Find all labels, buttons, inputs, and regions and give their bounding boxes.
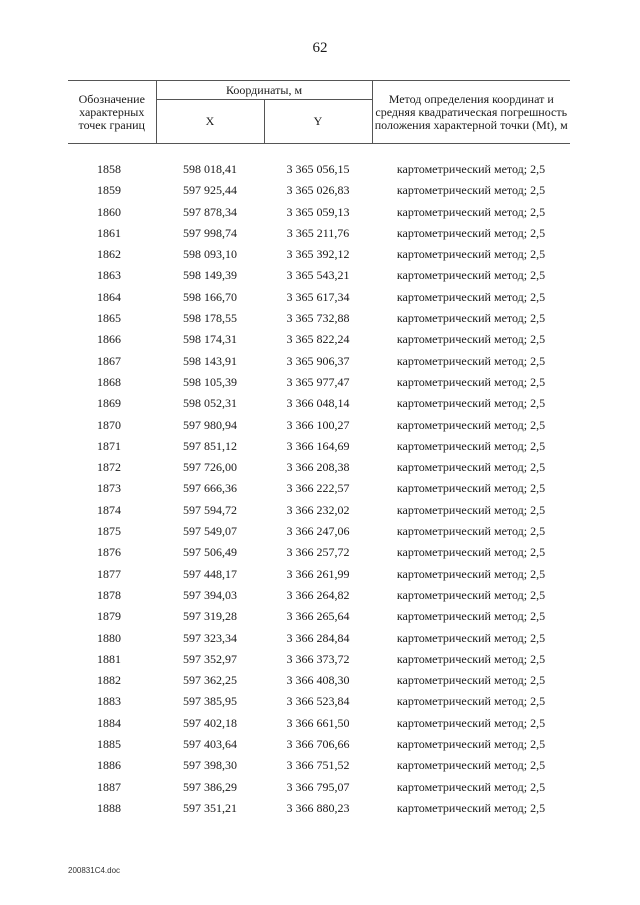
coordinate-y: 3 366 408,30 (286, 673, 350, 688)
table-row (68, 457, 570, 478)
method-cell: картометрический метод; 2,5 (396, 460, 546, 475)
point-number: 1882 (97, 673, 121, 688)
point-number: 1878 (97, 587, 121, 602)
header-point-designation: Обозначение характерных точек границ (68, 81, 156, 144)
table-row (68, 542, 570, 563)
method-cell: картометрический метод; 2,5 (396, 438, 546, 453)
method-cell: картометрический метод; 2,5 (396, 247, 546, 262)
table-row (68, 500, 570, 521)
coordinate-y: 3 365 543,21 (286, 268, 350, 283)
table-row (68, 415, 570, 436)
coordinate-x: 597 594,72 (183, 502, 237, 517)
point-number: 1884 (97, 715, 121, 730)
coordinate-x: 598 178,55 (183, 311, 237, 326)
point-number: 1870 (97, 417, 121, 432)
coordinate-y: 3 366 100,27 (286, 417, 350, 432)
point-number: 1863 (97, 268, 121, 283)
table-row (68, 670, 570, 691)
table-row (68, 287, 570, 308)
coordinate-x: 597 386,29 (183, 779, 237, 794)
point-number: 1872 (97, 460, 121, 475)
table-row (68, 265, 570, 286)
table-row (68, 628, 570, 649)
method-cell: картометрический метод; 2,5 (396, 396, 546, 411)
point-number: 1869 (97, 396, 121, 411)
coordinate-x: 597 403,64 (183, 737, 237, 752)
table-row (68, 393, 570, 414)
point-number: 1875 (97, 524, 121, 539)
method-cell: картометрический метод; 2,5 (396, 332, 546, 347)
coordinate-y: 3 366 222,57 (286, 481, 350, 496)
table-row (68, 564, 570, 585)
coordinate-x: 598 149,39 (183, 268, 237, 283)
header-x: X (156, 100, 264, 144)
coordinate-x: 598 174,31 (183, 332, 237, 347)
coordinate-y: 3 366 373,72 (286, 651, 350, 666)
table-row (68, 606, 570, 627)
coordinate-x: 597 726,00 (183, 460, 237, 475)
point-number: 1885 (97, 737, 121, 752)
table-row (68, 372, 570, 393)
point-number: 1880 (97, 630, 121, 645)
table-row (68, 585, 570, 606)
table-row (68, 244, 570, 265)
coordinate-y: 3 365 211,76 (286, 225, 350, 240)
page-number: 62 (312, 40, 328, 56)
method-cell: картометрический метод; 2,5 (396, 779, 546, 794)
method-cell: картометрический метод; 2,5 (396, 630, 546, 645)
table-row (68, 777, 570, 798)
coordinate-y: 3 366 264,82 (286, 587, 350, 602)
coordinate-x: 597 549,07 (183, 524, 237, 539)
point-number: 1865 (97, 311, 121, 326)
coordinate-y: 3 366 164,69 (286, 438, 350, 453)
coordinate-y: 3 365 026,83 (286, 183, 350, 198)
coordinate-x: 597 385,95 (183, 694, 237, 709)
method-cell: картометрический метод; 2,5 (396, 609, 546, 624)
method-cell: картометрический метод; 2,5 (396, 353, 546, 368)
point-number: 1862 (97, 247, 121, 262)
coordinate-x: 598 018,41 (183, 162, 237, 176)
method-cell: картометрический метод; 2,5 (396, 502, 546, 517)
point-number: 1886 (97, 758, 121, 773)
table-row (68, 351, 570, 372)
coordinate-y: 3 365 977,47 (286, 374, 350, 389)
coordinate-x: 597 506,49 (183, 545, 237, 560)
coordinate-y: 3 365 059,13 (286, 204, 350, 219)
table-row (68, 649, 570, 670)
coordinate-y: 3 365 056,15 (286, 162, 350, 176)
method-cell: картометрический метод; 2,5 (396, 183, 546, 198)
point-number: 1879 (97, 609, 121, 624)
coordinate-x: 597 398,30 (183, 758, 237, 773)
method-cell: картометрический метод; 2,5 (396, 758, 546, 773)
document-filename: 200831C4.doc (68, 866, 121, 875)
coordinate-x: 597 351,21 (183, 800, 237, 815)
method-cell: картометрический метод; 2,5 (396, 715, 546, 730)
coordinate-x: 597 448,17 (183, 566, 237, 581)
coordinate-x: 597 998,74 (183, 225, 237, 240)
coordinate-y: 3 365 732,88 (286, 311, 350, 326)
table-row (68, 329, 570, 350)
method-cell: картометрический метод; 2,5 (396, 162, 546, 176)
coordinate-x: 598 105,39 (183, 374, 237, 389)
point-number: 1877 (97, 566, 121, 581)
table-row (68, 734, 570, 755)
table-row (68, 713, 570, 734)
coordinate-x: 597 323,34 (183, 630, 237, 645)
table-row (68, 180, 570, 201)
method-cell: картометрический метод; 2,5 (396, 545, 546, 560)
point-number: 1888 (97, 800, 121, 815)
method-cell: картометрический метод; 2,5 (396, 800, 546, 815)
coordinate-x: 597 878,34 (183, 204, 237, 219)
method-cell: картометрический метод; 2,5 (396, 481, 546, 496)
coordinate-y: 3 365 822,24 (286, 332, 350, 347)
table-header (68, 81, 570, 144)
method-cell: картометрический метод; 2,5 (396, 374, 546, 389)
coordinate-y: 3 365 392,12 (286, 247, 350, 262)
header-coordinates: Координаты, м (156, 81, 372, 100)
method-cell: картометрический метод; 2,5 (396, 268, 546, 283)
point-number: 1859 (97, 183, 121, 198)
point-number: 1864 (97, 289, 121, 304)
coordinate-x: 598 143,91 (183, 353, 237, 368)
coordinate-x: 597 666,36 (183, 481, 237, 496)
point-number: 1881 (97, 651, 121, 666)
point-number: 1871 (97, 438, 121, 453)
table-row (68, 691, 570, 712)
method-cell: картометрический метод; 2,5 (396, 417, 546, 432)
coordinate-x: 597 352,97 (183, 651, 237, 666)
table-row (68, 478, 570, 499)
coordinate-y: 3 366 261,99 (286, 566, 350, 581)
coordinate-y: 3 366 247,06 (286, 524, 350, 539)
point-number: 1858 (97, 162, 121, 176)
coordinate-y: 3 366 706,66 (286, 737, 350, 752)
point-number: 1866 (97, 332, 121, 347)
coordinate-x: 598 093,10 (183, 247, 237, 262)
coordinate-y: 3 365 617,34 (286, 289, 350, 304)
coordinate-y: 3 366 265,64 (286, 609, 350, 624)
method-cell: картометрический метод; 2,5 (396, 651, 546, 666)
method-cell: картометрический метод; 2,5 (396, 289, 546, 304)
method-cell: картометрический метод; 2,5 (396, 524, 546, 539)
coordinate-y: 3 365 906,37 (286, 353, 350, 368)
table-row (68, 308, 570, 329)
coordinate-x: 598 166,70 (183, 289, 237, 304)
method-cell: картометрический метод; 2,5 (396, 566, 546, 581)
coordinate-x: 597 394,03 (183, 587, 237, 602)
point-number: 1874 (97, 502, 121, 517)
method-cell: картометрический метод; 2,5 (396, 225, 546, 240)
method-cell: картометрический метод; 2,5 (396, 311, 546, 326)
coordinate-y: 3 366 048,14 (286, 396, 350, 411)
point-number: 1873 (97, 481, 121, 496)
coordinate-x: 597 402,18 (183, 715, 237, 730)
header-y: Y (264, 100, 372, 144)
point-number: 1887 (97, 779, 121, 794)
point-number: 1867 (97, 353, 121, 368)
coordinate-x: 597 980,94 (183, 417, 237, 432)
point-number: 1876 (97, 545, 121, 560)
method-cell: картометрический метод; 2,5 (396, 673, 546, 688)
point-number: 1868 (97, 374, 121, 389)
point-number: 1861 (97, 225, 121, 240)
coordinate-y: 3 366 751,52 (286, 758, 350, 773)
method-cell: картометрический метод; 2,5 (396, 737, 546, 752)
coordinate-y: 3 366 795,07 (286, 779, 350, 794)
coordinate-y: 3 366 661,50 (286, 715, 350, 730)
coordinate-y: 3 366 232,02 (286, 502, 350, 517)
table-row (68, 202, 570, 223)
coordinate-y: 3 366 257,72 (286, 545, 350, 560)
coordinate-y: 3 366 880,23 (286, 800, 350, 815)
point-number: 1883 (97, 694, 121, 709)
coordinates-table (68, 80, 570, 819)
coordinate-x: 598 052,31 (183, 396, 237, 411)
coordinate-x: 597 362,25 (183, 673, 237, 688)
point-number: 1860 (97, 204, 121, 219)
coordinate-x: 597 319,28 (183, 609, 237, 624)
header-method: Метод определения координат и средняя квадратическая погрешность положения характерной точки (Mt), м (372, 81, 570, 144)
table-row (68, 436, 570, 457)
table-row (68, 223, 570, 244)
coordinate-y: 3 366 208,38 (286, 460, 350, 475)
method-cell: картометрический метод; 2,5 (396, 587, 546, 602)
coordinate-x: 597 851,12 (183, 438, 237, 453)
table-body (68, 144, 570, 820)
table-row (68, 755, 570, 776)
coordinate-x: 597 925,44 (183, 183, 237, 198)
table-row (68, 521, 570, 542)
table-row (68, 159, 570, 180)
table-row (68, 798, 570, 819)
coordinate-y: 3 366 523,84 (286, 694, 350, 709)
method-cell: картометрический метод; 2,5 (396, 204, 546, 219)
method-cell: картометрический метод; 2,5 (396, 694, 546, 709)
coordinate-y: 3 366 284,84 (286, 630, 350, 645)
